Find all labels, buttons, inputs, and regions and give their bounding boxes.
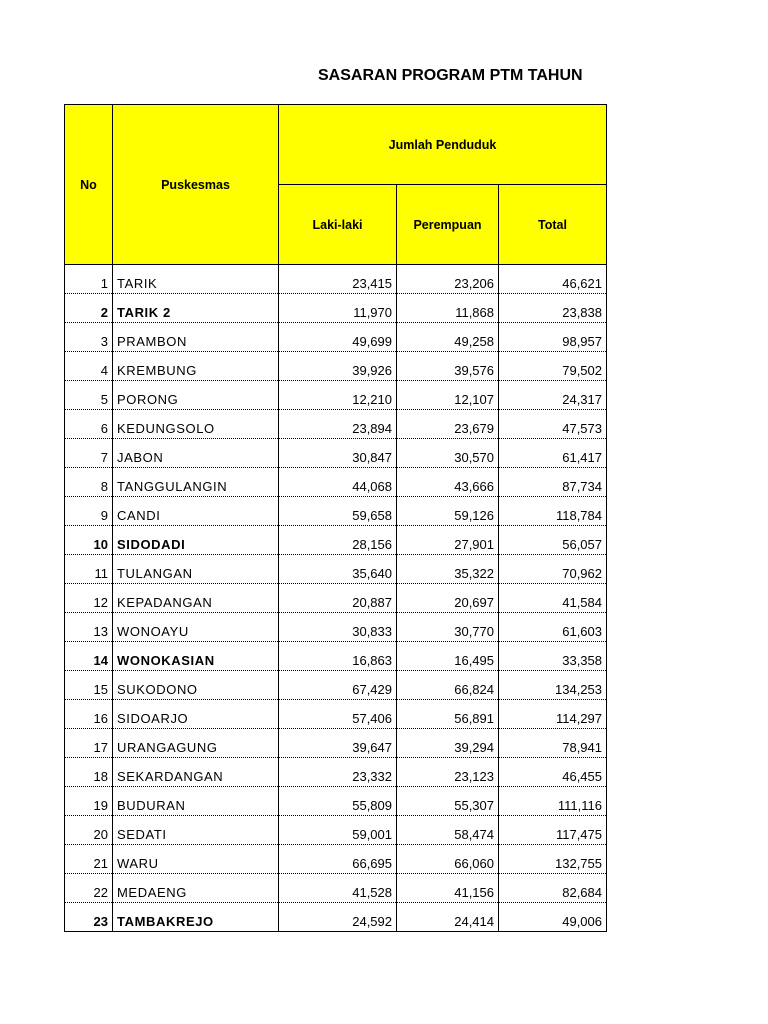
puskesmas-name: JABON: [113, 439, 279, 468]
row-number: 19: [65, 787, 113, 816]
perempuan-value: 59,126: [397, 497, 499, 526]
table-row: [65, 497, 607, 526]
laki-laki-value: 11,970: [279, 294, 397, 323]
table-row: [65, 294, 607, 323]
perempuan-value: 20,697: [397, 584, 499, 613]
laki-laki-value: 67,429: [279, 671, 397, 700]
perempuan-value: 12,107: [397, 381, 499, 410]
perempuan-value: 24,414: [397, 903, 499, 932]
perempuan-value: 23,123: [397, 758, 499, 787]
total-value: 82,684: [499, 874, 607, 903]
total-value: 47,573: [499, 410, 607, 439]
puskesmas-name: WONOAYU: [113, 613, 279, 642]
puskesmas-name: TARIK 2: [113, 294, 279, 323]
laki-laki-value: 39,926: [279, 352, 397, 381]
table-row: [65, 555, 607, 584]
table-row: [65, 381, 607, 410]
total-value: 87,734: [499, 468, 607, 497]
laki-laki-value: 16,863: [279, 642, 397, 671]
row-number: 10: [65, 526, 113, 555]
puskesmas-name: MEDAENG: [113, 874, 279, 903]
perempuan-value: 39,576: [397, 352, 499, 381]
laki-laki-value: 28,156: [279, 526, 397, 555]
table-row: [65, 410, 607, 439]
puskesmas-name: TAMBAKREJO: [113, 903, 279, 932]
row-number: 12: [65, 584, 113, 613]
puskesmas-name: SEDATI: [113, 816, 279, 845]
perempuan-value: 43,666: [397, 468, 499, 497]
header-total: Total: [499, 185, 607, 265]
perempuan-value: 16,495: [397, 642, 499, 671]
header-perempuan: Perempuan: [397, 185, 499, 265]
perempuan-value: 58,474: [397, 816, 499, 845]
row-number: 22: [65, 874, 113, 903]
row-number: 14: [65, 642, 113, 671]
total-value: 111,116: [499, 787, 607, 816]
table-row: [65, 903, 607, 932]
puskesmas-name: PORONG: [113, 381, 279, 410]
laki-laki-value: 39,647: [279, 729, 397, 758]
row-number: 4: [65, 352, 113, 381]
table-row: [65, 874, 607, 903]
perempuan-value: 66,060: [397, 845, 499, 874]
puskesmas-name: SUKODONO: [113, 671, 279, 700]
table-row: [65, 439, 607, 468]
laki-laki-value: 24,592: [279, 903, 397, 932]
table-row: [65, 642, 607, 671]
perempuan-value: 30,770: [397, 613, 499, 642]
table-row: [65, 845, 607, 874]
perempuan-value: 49,258: [397, 323, 499, 352]
perempuan-value: 66,824: [397, 671, 499, 700]
total-value: 46,621: [499, 265, 607, 294]
table-row: [65, 265, 607, 294]
table-row: [65, 787, 607, 816]
total-value: 61,417: [499, 439, 607, 468]
puskesmas-name: SIDOARJO: [113, 700, 279, 729]
total-value: 61,603: [499, 613, 607, 642]
puskesmas-name: SEKARDANGAN: [113, 758, 279, 787]
row-number: 1: [65, 265, 113, 294]
laki-laki-value: 23,415: [279, 265, 397, 294]
header-puskesmas: Puskesmas: [113, 105, 279, 265]
puskesmas-name: WARU: [113, 845, 279, 874]
total-value: 33,358: [499, 642, 607, 671]
laki-laki-value: 49,699: [279, 323, 397, 352]
perempuan-value: 41,156: [397, 874, 499, 903]
puskesmas-name: TANGGULANGIN: [113, 468, 279, 497]
header-jumlah-penduduk: Jumlah Penduduk: [279, 105, 607, 185]
row-number: 16: [65, 700, 113, 729]
row-number: 21: [65, 845, 113, 874]
total-value: 117,475: [499, 816, 607, 845]
puskesmas-name: SIDODADI: [113, 526, 279, 555]
table-row: [65, 526, 607, 555]
perempuan-value: 56,891: [397, 700, 499, 729]
table-row: [65, 613, 607, 642]
perempuan-value: 23,206: [397, 265, 499, 294]
laki-laki-value: 20,887: [279, 584, 397, 613]
perempuan-value: 55,307: [397, 787, 499, 816]
row-number: 15: [65, 671, 113, 700]
row-number: 13: [65, 613, 113, 642]
laki-laki-value: 30,833: [279, 613, 397, 642]
table-row: [65, 671, 607, 700]
perempuan-value: 30,570: [397, 439, 499, 468]
table-row: [65, 729, 607, 758]
total-value: 114,297: [499, 700, 607, 729]
total-value: 46,455: [499, 758, 607, 787]
puskesmas-name: TULANGAN: [113, 555, 279, 584]
row-number: 23: [65, 903, 113, 932]
puskesmas-name: BUDURAN: [113, 787, 279, 816]
laki-laki-value: 44,068: [279, 468, 397, 497]
row-number: 8: [65, 468, 113, 497]
row-number: 11: [65, 555, 113, 584]
row-number: 5: [65, 381, 113, 410]
perempuan-value: 39,294: [397, 729, 499, 758]
total-value: 98,957: [499, 323, 607, 352]
table-row: [65, 584, 607, 613]
row-number: 7: [65, 439, 113, 468]
total-value: 56,057: [499, 526, 607, 555]
total-value: 49,006: [499, 903, 607, 932]
laki-laki-value: 55,809: [279, 787, 397, 816]
total-value: 118,784: [499, 497, 607, 526]
table-row: [65, 700, 607, 729]
laki-laki-value: 66,695: [279, 845, 397, 874]
row-number: 6: [65, 410, 113, 439]
row-number: 17: [65, 729, 113, 758]
perempuan-value: 35,322: [397, 555, 499, 584]
row-number: 9: [65, 497, 113, 526]
puskesmas-name: URANGAGUNG: [113, 729, 279, 758]
laki-laki-value: 23,894: [279, 410, 397, 439]
laki-laki-value: 23,332: [279, 758, 397, 787]
sheet-title: SASARAN PROGRAM PTM TAHUN: [318, 67, 583, 84]
laki-laki-value: 35,640: [279, 555, 397, 584]
row-number: 2: [65, 294, 113, 323]
row-number: 3: [65, 323, 113, 352]
laki-laki-value: 57,406: [279, 700, 397, 729]
puskesmas-name: KEDUNGSOLO: [113, 410, 279, 439]
table-row: [65, 758, 607, 787]
laki-laki-value: 59,658: [279, 497, 397, 526]
row-number: 18: [65, 758, 113, 787]
table-row: [65, 323, 607, 352]
table-row: [65, 468, 607, 497]
total-value: 78,941: [499, 729, 607, 758]
perempuan-value: 11,868: [397, 294, 499, 323]
total-value: 24,317: [499, 381, 607, 410]
puskesmas-name: WONOKASIAN: [113, 642, 279, 671]
total-value: 41,584: [499, 584, 607, 613]
laki-laki-value: 41,528: [279, 874, 397, 903]
puskesmas-name: KEPADANGAN: [113, 584, 279, 613]
perempuan-value: 27,901: [397, 526, 499, 555]
header-laki-laki: Laki-laki: [279, 185, 397, 265]
total-value: 23,838: [499, 294, 607, 323]
table-row: [65, 816, 607, 845]
laki-laki-value: 59,001: [279, 816, 397, 845]
puskesmas-name: CANDI: [113, 497, 279, 526]
perempuan-value: 23,679: [397, 410, 499, 439]
header-no: No: [65, 105, 113, 265]
puskesmas-name: PRAMBON: [113, 323, 279, 352]
laki-laki-value: 12,210: [279, 381, 397, 410]
puskesmas-name: TARIK: [113, 265, 279, 294]
puskesmas-name: KREMBUNG: [113, 352, 279, 381]
total-value: 132,755: [499, 845, 607, 874]
total-value: 134,253: [499, 671, 607, 700]
population-table: [64, 104, 607, 932]
total-value: 70,962: [499, 555, 607, 584]
row-number: 20: [65, 816, 113, 845]
laki-laki-value: 30,847: [279, 439, 397, 468]
table-row: [65, 352, 607, 381]
total-value: 79,502: [499, 352, 607, 381]
